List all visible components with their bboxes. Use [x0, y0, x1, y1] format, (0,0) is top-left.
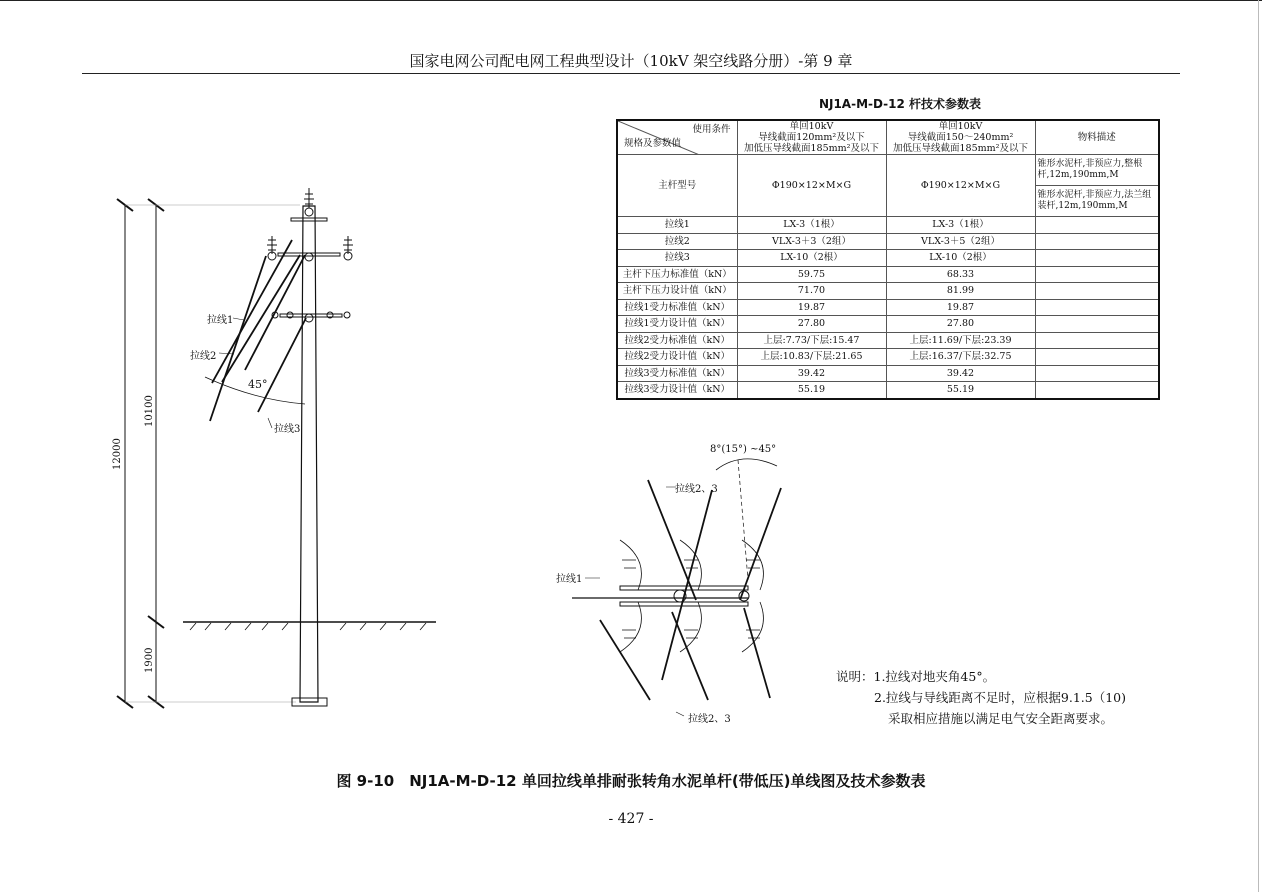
ground-line: [183, 622, 436, 630]
notes: [836, 666, 1127, 729]
row-label: 拉线1受力设计值（kN）: [617, 316, 737, 333]
row-label: 拉线2受力设计值（kN）: [617, 349, 737, 366]
angle-label: 45°: [248, 378, 268, 391]
row-label: 拉线2: [617, 233, 737, 250]
row-value-2: 19.87: [886, 299, 1035, 316]
main-pole-desc-1: 锥形水泥杆,非预应力,整根杆,12m,190mm,M: [1035, 155, 1159, 186]
header-col-3: 物料描述: [1035, 120, 1159, 155]
row-label: 拉线1受力标准值（kN）: [617, 299, 737, 316]
row-value-2: VLX-3＋5（2组）: [886, 233, 1035, 250]
dim-below-label: 1900: [144, 647, 155, 673]
row-value-2: 39.42: [886, 365, 1035, 382]
guy1-label: 拉线1: [207, 315, 234, 326]
row-value-1: 55.19: [737, 382, 886, 399]
col1-line1: 单回10kV: [789, 121, 834, 132]
main-pole-label: 主杆型号: [617, 155, 737, 217]
plan-guy23-bottom-label: 拉线2、3: [688, 714, 731, 725]
plan-view: [572, 459, 781, 716]
row-value-1: 59.75: [737, 266, 886, 283]
row-label: 主杆下压力标准值（kN）: [617, 266, 737, 283]
row-value-2: LX-10（2根）: [886, 250, 1035, 267]
row-value-2: 27.80: [886, 316, 1035, 333]
row-value-1: 上层:7.73/下层:15.47: [737, 332, 886, 349]
dim-total-label: 12000: [112, 438, 123, 470]
row-label: 拉线3受力标准值（kN）: [617, 365, 737, 382]
dim-above-label: 10100: [144, 395, 155, 427]
figure-caption: 图 9-10 NJ1A-M-D-12 单回拉线单排耐张转角水泥单杆(带低压)单线图及技术参数表: [336, 772, 926, 790]
plan-guy1-label: 拉线1: [556, 574, 583, 585]
row-value-1: 上层:10.83/下层:21.65: [737, 349, 886, 366]
row-label: 拉线3: [617, 250, 737, 267]
plan-angle-label: 8°(15°) ~45°: [710, 444, 777, 455]
row-label: 拉线1: [617, 217, 737, 234]
guy-wires-elevation: [210, 240, 306, 421]
main-pole-v2: Φ190×12×M×G: [886, 155, 1035, 217]
guy3-label: 拉线3: [274, 424, 301, 435]
col1-line2: 导线截面120mm²及以下: [758, 132, 865, 143]
page-header: 国家电网公司配电网工程典型设计（10kV 架空线路分册）-第 9 章: [409, 52, 853, 70]
note-line-3: 采取相应措施以满足电气安全距离要求。: [888, 711, 1114, 726]
table-title: NJ1A-M-D-12 杆技术参数表: [818, 97, 982, 111]
row-value-1: VLX-3＋3（2组）: [737, 233, 886, 250]
note-line-2: 2.拉线与导线距离不足时，应根据9.1.5（10): [874, 690, 1127, 705]
note-line-1: 说明：1.拉线对地夹角45°。: [836, 669, 996, 684]
col2-line3: 加低压导线截面185mm²及以下: [893, 143, 1028, 154]
col1-line3: 加低压导线截面185mm²及以下: [744, 143, 879, 154]
corner-top-label: 使用条件: [692, 124, 731, 135]
row-value-1: LX-3（1根）: [737, 217, 886, 234]
row-value-1: 19.87: [737, 299, 886, 316]
concrete-pole: [292, 206, 327, 706]
row-value-2: 上层:16.37/下层:32.75: [886, 349, 1035, 366]
row-value-2: LX-3（1根）: [886, 217, 1035, 234]
main-pole-v1: Φ190×12×M×G: [737, 155, 886, 217]
page-number: - 427 -: [608, 811, 654, 827]
plan-guy23-top-label: 拉线2、3: [675, 484, 718, 495]
row-value-2: 上层:11.69/下层:23.39: [886, 332, 1035, 349]
row-label: 主杆下压力设计值（kN）: [617, 283, 737, 300]
corner-bottom-label: 规格及参数值: [624, 138, 682, 149]
row-label: 拉线2受力标准值（kN）: [617, 332, 737, 349]
row-value-1: 27.80: [737, 316, 886, 333]
row-value-1: LX-10（2根）: [737, 250, 886, 267]
col2-line2: 导线截面150～240mm²: [907, 132, 1014, 143]
row-value-1: 71.70: [737, 283, 886, 300]
row-value-2: 68.33: [886, 266, 1035, 283]
guy2-label: 拉线2: [190, 351, 217, 362]
row-value-2: 81.99: [886, 283, 1035, 300]
col2-line1: 单回10kV: [938, 121, 983, 132]
row-value-1: 39.42: [737, 365, 886, 382]
row-value-2: 55.19: [886, 382, 1035, 399]
main-pole-desc-2: 锥形水泥杆,非预应力,法兰组装杆,12m,190mm,M: [1035, 186, 1159, 217]
row-label: 拉线3受力设计值（kN）: [617, 382, 737, 399]
